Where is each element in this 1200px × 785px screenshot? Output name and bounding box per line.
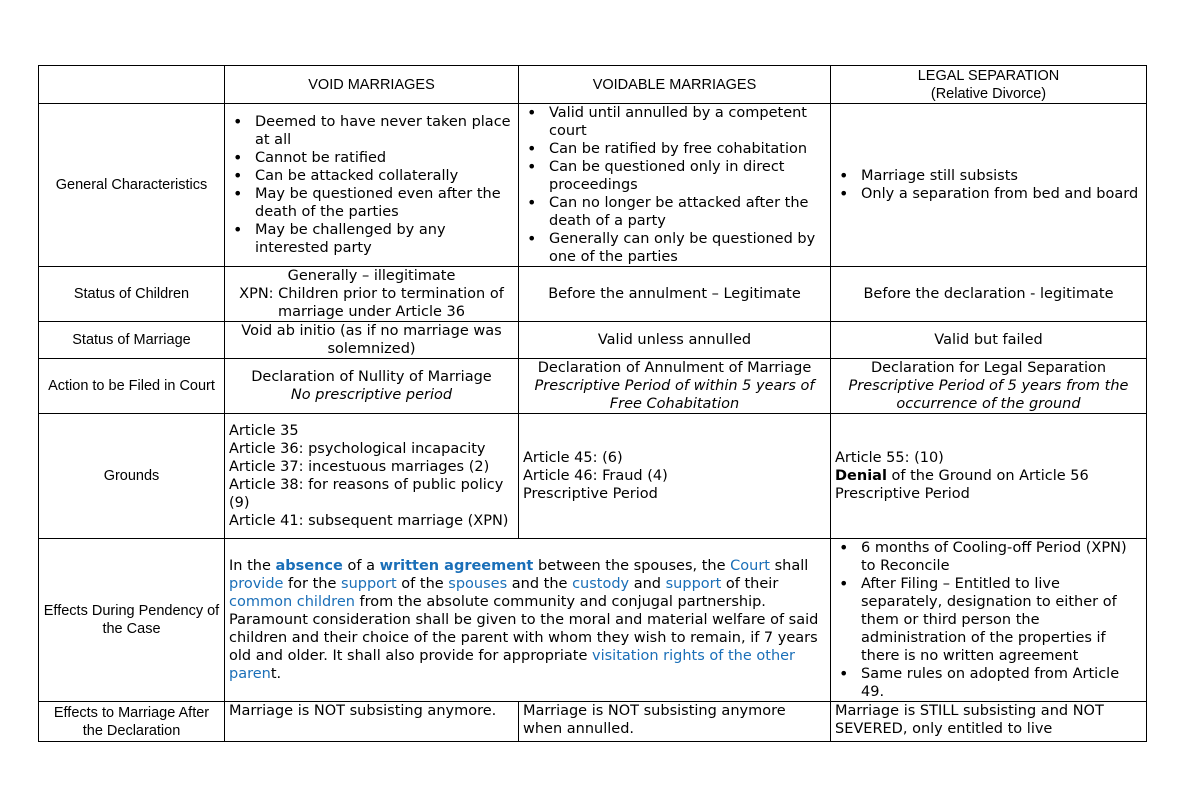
label-after: Effects to Marriage After the Declaration	[39, 702, 225, 742]
cell-general-voidable	[519, 104, 831, 267]
header-voidable: VOIDABLE MARRIAGES	[519, 66, 831, 104]
list-item: • Valid until annulled by a competent court	[549, 104, 826, 140]
list-item: • Can no longer be attacked after the death of a party	[549, 194, 826, 230]
cell-grounds-legal: Article 55: (10) Denial of the Ground on Article 56 Prescriptive Period	[831, 414, 1147, 539]
cell-general-void	[225, 104, 519, 267]
cell-action-void: Declaration of Nullity of Marriage No prescriptive period	[225, 359, 519, 414]
list-item: • Marriage still subsists	[861, 167, 1142, 185]
cell-action-legal: Declaration for Legal Separation Prescriptive Period of 5 years from the occurrence of the ground	[831, 359, 1147, 414]
list-item: • Generally can only be questioned by one of the parties	[549, 230, 826, 266]
corner-cell	[39, 66, 225, 104]
cell-after-voidable: Marriage is NOT subsisting anymore when annulled.	[519, 702, 831, 742]
list-item: • May be questioned even after the death of the parties	[255, 185, 514, 221]
header-legal-separation: LEGAL SEPARATION (Relative Divorce)	[831, 66, 1147, 104]
cell-marriage-void: Void ab initio (as if no marriage was solemnized)	[225, 322, 519, 359]
comparison-table	[38, 65, 1147, 742]
header-void: VOID MARRIAGES	[225, 66, 519, 104]
cell-pendency-void-voidable	[225, 539, 831, 702]
list-general-voidable	[523, 104, 826, 266]
cell-marriage-voidable: Valid unless annulled	[519, 322, 831, 359]
cell-children-void: Generally – illegitimate XPN: Children prior to termination of marriage under Article 36	[225, 267, 519, 322]
list-item: • After Filing – Entitled to live separately, designation to either of them or third person the administration of the properties if there is no written agreement	[861, 575, 1142, 665]
list-item: • Same rules on adopted from Article 49.	[861, 665, 1142, 701]
cell-after-void: Marriage is NOT subsisting anymore.	[225, 702, 519, 742]
cell-grounds-void: Article 35 Article 36: psychological incapacity Article 37: incestuous marriages (2) Article 38: for reasons of public policy (9) Article 41: subsequent marriage (XPN)	[225, 414, 519, 539]
cell-children-voidable: Before the annulment – Legitimate	[519, 267, 831, 322]
pendency-paragraph: In the absence of a written agreement between the spouses, the Court shall provide for the support of the spouses and the custody and support of their common children from the absolute community and conjugal partnership. Paramount consideration shall be given to the moral and material welfare of said children and their choice of the parent with whom they wish to remain, if 7 years old and older. It shall also provide for appropriate visitation rights of the other parent.	[229, 558, 819, 682]
list-pendency-legal	[835, 539, 1142, 701]
cell-general-legal	[831, 104, 1147, 267]
row-general-characteristics	[39, 104, 1147, 267]
list-item: • Can be questioned only in direct proceedings	[549, 158, 826, 194]
row-grounds	[39, 414, 1147, 539]
row-status-of-marriage	[39, 322, 1147, 359]
list-item: • 6 months of Cooling-off Period (XPN) to Reconcile	[861, 539, 1142, 575]
label-pendency: Effects During Pendency of the Case	[39, 539, 225, 702]
list-item: • May be challenged by any interested party	[255, 221, 514, 257]
row-status-of-children	[39, 267, 1147, 322]
cell-grounds-voidable: Article 45: (6) Article 46: Fraud (4) Prescriptive Period	[519, 414, 831, 539]
row-effects-after-declaration	[39, 702, 1147, 742]
cell-children-legal: Before the declaration - legitimate	[831, 267, 1147, 322]
cell-pendency-legal	[831, 539, 1147, 702]
label-marriage: Status of Marriage	[39, 322, 225, 359]
header-row	[39, 66, 1147, 104]
label-children: Status of Children	[39, 267, 225, 322]
list-general-legal	[835, 167, 1142, 203]
list-item: • Can be ratified by free cohabitation	[549, 140, 826, 158]
list-item: • Cannot be ratified	[255, 149, 514, 167]
cell-after-legal: Marriage is STILL subsisting and NOT SEVERED, only entitled to live	[831, 702, 1147, 742]
list-general-void	[229, 113, 514, 257]
row-action-to-be-filed	[39, 359, 1147, 414]
label-action: Action to be Filed in Court	[39, 359, 225, 414]
list-item: • Only a separation from bed and board	[861, 185, 1142, 203]
row-effects-during-pendency	[39, 539, 1147, 702]
cell-marriage-legal: Valid but failed	[831, 322, 1147, 359]
cell-action-voidable: Declaration of Annulment of Marriage Prescriptive Period of within 5 years of Free Cohabitation	[519, 359, 831, 414]
label-grounds: Grounds	[39, 414, 225, 539]
list-item: • Can be attacked collaterally	[255, 167, 514, 185]
label-general: General Characteristics	[39, 104, 225, 267]
list-item: • Deemed to have never taken place at all	[255, 113, 514, 149]
